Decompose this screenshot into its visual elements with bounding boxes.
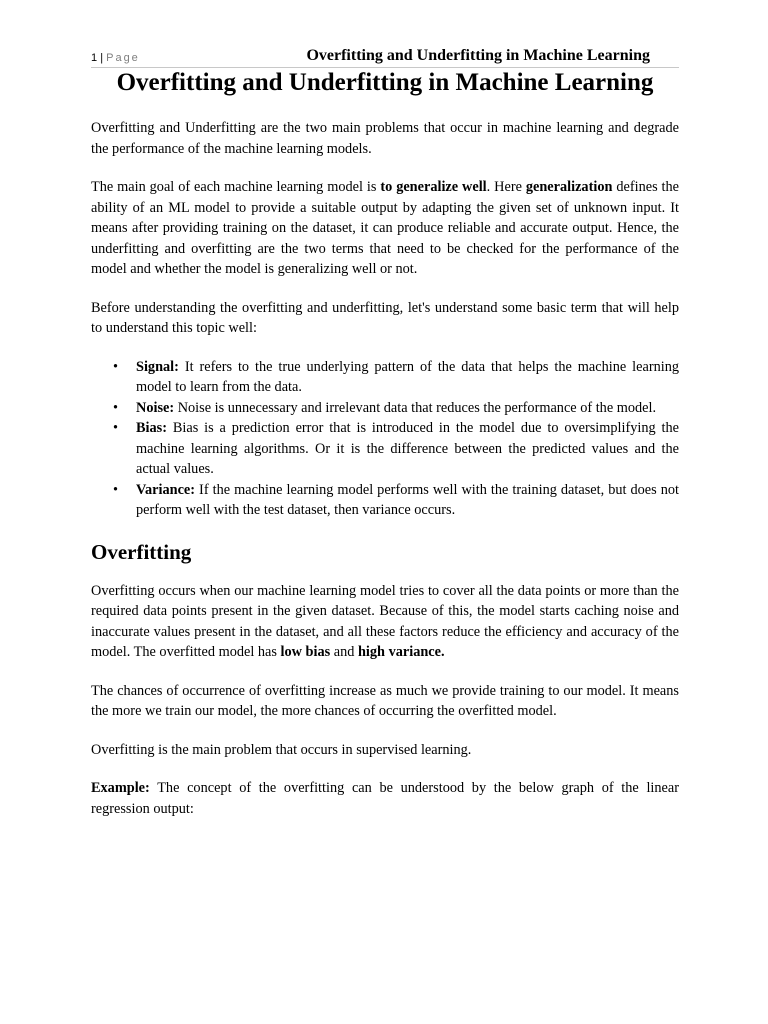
document-title: Overfitting and Underfitting in Machine Learning <box>116 69 654 96</box>
before-paragraph: Before understanding the overfitting and underfitting, let's understand some basic term that will help to understand this topic well: <box>91 299 679 336</box>
overfitting-heading: Overfitting <box>91 539 192 564</box>
page-header <box>91 47 679 68</box>
bullet-icon: • <box>113 399 119 416</box>
bold-generalization: generalization <box>525 179 613 195</box>
overfitting-paragraph-3: Overfitting is the main problem that occurs in supervised learning. <box>91 741 472 758</box>
running-title: Overfitting and Underfitting in Machine Learning <box>306 47 650 64</box>
document-body <box>91 118 679 837</box>
list-item-variance: • Variance: If the machine learning model performs well with the training dataset, but does not perform well with the test dataset, then variance occurs. <box>113 481 679 518</box>
bold-high-variance: high variance. <box>357 644 445 660</box>
list-item-signal: • Signal: It refers to the true underlying pattern of the data that helps the machine learning model to learn from the data. <box>113 358 679 395</box>
example-paragraph: Example: The concept of the overfitting can be understood by the below graph of the linear regression output: <box>91 780 679 817</box>
bold-generalize-well: to generalize well <box>380 179 487 195</box>
list-item-bias: • Bias: Bias is a prediction error that is introduced in the model due to oversimplifying the machine learning algorithms. Or it is the difference between the predicted values and the actual values. <box>113 420 679 477</box>
intro-paragraph: Overfitting and Underfitting are the two main problems that occur in machine learning and degrade the performance of the machine learning models. <box>91 120 679 157</box>
overfitting-paragraph-1: Overfitting occurs when our machine learning model tries to cover all the data points or more than the required data points present in the given dataset. Because of this, the model starts caching noise and inaccurate values present in the dataset, and all these factors reduce the efficiency and accuracy of the model. The overfitted model has low bias and high variance. <box>91 582 679 660</box>
terms-list <box>91 357 679 521</box>
bold-low-bias: low bias <box>280 644 331 660</box>
page-number: 1 <box>91 52 98 64</box>
bullet-icon: • <box>113 420 119 436</box>
bullet-icon: • <box>113 481 119 498</box>
page-word: Page <box>106 52 140 64</box>
example-label: Example: <box>91 780 150 796</box>
overfitting-paragraph-2: The chances of occurrence of overfitting increase as much we provide training to our model. It means the more we train our model, the more chances of occurring the overfitted model. <box>91 682 679 719</box>
list-item-noise: • Noise: Noise is unnecessary and irrelevant data that reduces the performance of the model. <box>91 398 679 419</box>
page-separator: | <box>100 52 104 64</box>
bullet-icon: • <box>113 358 119 375</box>
goal-paragraph: The main goal of each machine learning model is to generalize well. Here generalization defines the ability of an ML model to provide a suitable output by adapting the given set of unknown input. It means after providing training on the dataset, it can produce reliable and accurate output. Hence, the underfitting and overfitting are the two terms that need to be checked for the performance of the model and whether the model is generalizing well or not. <box>91 179 680 277</box>
page-number-label <box>91 52 140 64</box>
